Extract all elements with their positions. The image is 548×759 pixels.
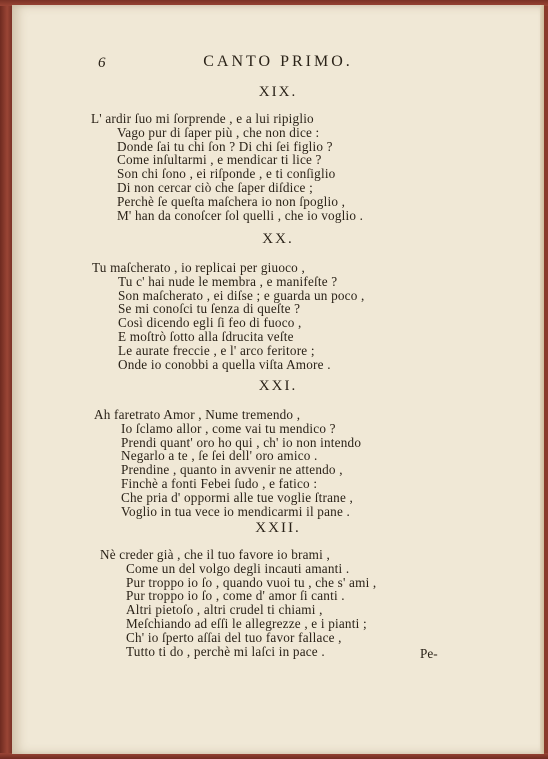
verse-line: Tu maſcherato , io replicai per giuoco , [92, 260, 305, 275]
running-head [12, 53, 544, 77]
verse-line: Pur troppo io ſo , quando vuoi tu , che s' ami , [126, 574, 377, 590]
book-cover-edge-left [0, 0, 12, 759]
stanza-lines [12, 112, 544, 222]
stanza-numeral: XXI. [258, 378, 298, 394]
verse-line: Tu c' hai nude le membra , e manifeſte ? [118, 273, 338, 289]
verse-line: Tutto ti do , perchè mi laſci in pace . [126, 643, 325, 659]
running-title: CANTO PRIMO. [203, 53, 353, 70]
verse-line: Son chi ſono , ei riſponde , e ti conſiglio [117, 166, 336, 182]
verse-line: Che pria d' oppormi alle tue voglie ſtrane , [121, 489, 354, 505]
verse-line: Così dicendo egli ſi feo di fuoco , [118, 315, 302, 331]
book-page [12, 5, 544, 754]
stanza-lines [12, 261, 544, 371]
stanza-numeral: XX. [262, 231, 294, 247]
stanza-xxi [12, 375, 544, 518]
verse-line: Prendi quant' oro ho qui , ch' io non intendo [121, 434, 362, 450]
verse-line: M' han da conoſcer ſol quelli , che io voglio . [117, 207, 364, 223]
verse-line: Prendine , quanto in avvenir ne attendo , [121, 462, 343, 478]
verse-line: Negarlo a te , ſe ſei dell' oro amico . [121, 448, 318, 464]
verse-line: Se mi conoſci tu ſenza di queſte ? [118, 301, 301, 317]
catchword: Pe- [420, 646, 438, 661]
stanza-numeral: XXII. [255, 520, 301, 536]
verse-line: Io ſclamo allor , come vai tu mendico ? [121, 420, 336, 436]
verse-line: Onde io conobbi a quella viſta Amore . [118, 356, 331, 372]
verse-line: Come inſultarmi , e mendicar ti lice ? [117, 152, 322, 168]
verse-line: Nè creder già , che il tuo favore io brami , [100, 547, 330, 562]
verse-line: Ch' io ſperto aſſai del tuo favor fallace , [126, 629, 342, 645]
verse-line: Donde ſai tu chi ſon ? Di chi ſei figlio ? [117, 138, 333, 154]
verse-line: Finchè a fonti Febei ſudo , e fatico : [121, 475, 318, 491]
stanza-xix [12, 81, 544, 222]
verse-line: Vago pur di ſaper più , che non dice : [117, 124, 320, 140]
stanza-numeral: XIX. [258, 84, 298, 100]
verse-line: Voglio in tua vece io mendicarmi il pane . [121, 503, 350, 519]
verse-line: Le aurate freccie , e l' arco feritore ; [118, 342, 315, 358]
verse-line: E moſtrò ſotto alla ſdrucita veſte [118, 328, 294, 344]
verse-line: Come un del volgo degli incauti amanti . [126, 560, 350, 576]
stanza-xx [12, 228, 544, 371]
verse-line: Di non cercar ciò che ſaper diſdice ; [117, 179, 313, 195]
verse-line: Perchè ſe queſta maſchera io non ſpoglio , [117, 193, 346, 209]
verse-line: Meſchiando ad eſſi le allegrezze , e i pianti ; [126, 615, 367, 631]
verse-line: Pur troppo io ſo , come d' amor ſi canti . [126, 588, 345, 604]
verse-line: L' ardir ſuo mi ſorprende , e a lui ripiglio [91, 111, 314, 126]
verse-line: Son maſcherato , ei diſse ; e guarda un poco , [118, 287, 365, 303]
page-number: 6 [98, 55, 106, 71]
stanza-lines [12, 408, 544, 518]
stanza-xxii [12, 517, 544, 658]
verse-line: Altri pietoſo , altri crudel ti chiami , [126, 602, 323, 618]
verse-line: Ah faretrato Amor , Nume tremendo , [94, 407, 301, 422]
stanza-lines [12, 548, 544, 658]
